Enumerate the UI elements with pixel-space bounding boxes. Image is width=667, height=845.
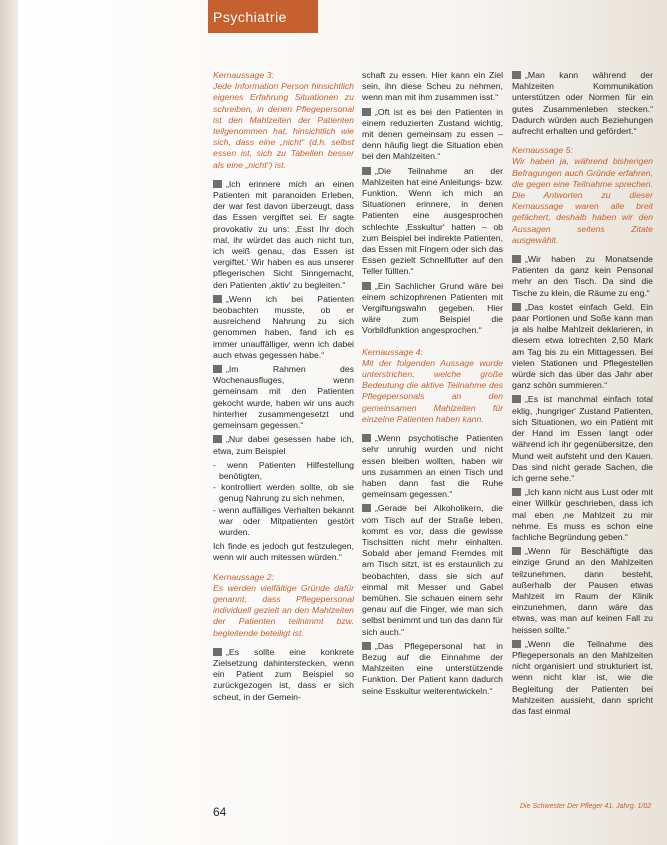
quote-paragraph [213, 647, 354, 703]
quote-paragraph [213, 364, 354, 431]
quote-text: „Nur dabei gesessen habe ich, etwa, zum Beispiel [213, 434, 354, 456]
running-footer: Die Schwester Der Pfleger 41. Jahrg. 1/02 [520, 803, 652, 810]
quote-text: „Wenn für Beschäftigte das einzige Grund an den Mahlzeiten teilzunehmen, dann besteht, außerhalb der Pausen etwas Mahlzeit im Raum der Klinik einzunehmen, dann wäre das etwas, was man auf keinen Fall zu heissen sollte.“ [512, 546, 653, 635]
key-statement-3 [213, 70, 354, 171]
quote-paragraph [512, 487, 653, 543]
quote-paragraph [362, 166, 503, 278]
quote-paragraph [213, 434, 354, 456]
square-bullet-icon [213, 648, 222, 656]
square-bullet-icon [512, 640, 521, 648]
text-column-2 [362, 70, 503, 700]
key-statement-5 [512, 145, 653, 246]
quote-paragraph [362, 641, 503, 697]
quote-paragraph [213, 294, 354, 361]
quote-text: „Das Pflegepersonal hat in Bezug auf die Einnahme der Mahlzeiten eine unterstützende Funktion. Der Patient kann dadurch seine Esskultur weiterentwickeln.“ [362, 640, 503, 696]
quote-paragraph [512, 394, 653, 484]
text-column-1 [213, 70, 354, 706]
square-bullet-icon [512, 71, 521, 79]
square-bullet-icon [362, 167, 371, 175]
quote-text: „Wir haben zu Monatsende Patienten da ganz kein Pensonal mehr an den Tisch. Da sind die Tische zu klein, die Räume zu eng.“ [512, 254, 653, 298]
list-item: - wenn auffälliges Verhalten bekannt war oder Mitpatienten gestört wurden. [213, 504, 354, 537]
key-statement-text: Jede Information Person hinsichtlich eigenes Erfahrung Situationen zu schreiben, in denen Pflegepersonal ist den Mahlzeiten der Patienten teilgenommen hat, hinsichtlich wie sich, dass eine „nicht“ (d.h. selbst essen ist, sich zu Tabellen besser als eine „nicht“) ist. [213, 81, 354, 170]
key-statement-text: Mit der folgenden Aussage wurde unterstrichen, welche große Bedeutung die aktive Teilnahme des Pflegepersonals an den gemeinsamen Mahlzeiten für einzelne Patienten haben kann. [362, 357, 503, 424]
square-bullet-icon [512, 547, 521, 555]
key-statement-2 [213, 572, 354, 639]
square-bullet-icon [213, 180, 222, 188]
quote-text: „Im Rahmen des Wochenausfluges, wenn gemeinsam mit den Patienten gekocht wurde, haben wir uns auch hinterher zusammengesetzt und gemeinsam gegessen.“ [213, 364, 354, 431]
quote-text: „Wenn psychotische Patienten sehr unruhig wurden und nicht essen bleiben wollten, haben wir uns zusammen an einen Tisch und haben dann fast die Ruhe gemeinsam gegessen.“ [362, 433, 503, 500]
square-bullet-icon [362, 642, 371, 650]
quote-paragraph [512, 546, 653, 636]
list-item: - kontrolliert werden sollte, ob sie genug Nahrung zu sich nehmen, [213, 482, 354, 504]
quote-paragraph [362, 503, 503, 637]
page-number: 64 [213, 805, 227, 819]
quote-text: „Wenn ich bei Patienten beobachten musste, ob er ausreichend Nahrung zu sich genommen haben, fand ich es immer unauffälliger, wenn ich dabei auch etwas gegessen habe.“ [213, 293, 354, 360]
reason-list [213, 460, 354, 538]
quote-paragraph [362, 281, 503, 337]
quote-text: „Ich erinnere mich an einen Patienten mit paranoiden Erleben, der war fest davon überzeugt, dass das Essen vergiftet sei. Er sagte provokativ zu uns: ‚Esst Ihr doch mal, ihr würdet das auch nicht tun, ich weiß genau, das Essen ist vergiftet.‘ Wir haben es aus unserer pflegerischen Sicht Sinngemacht, den Patienten ‚aktiv‘ zu begleiten.“ [213, 178, 354, 290]
square-bullet-icon [512, 303, 521, 311]
square-bullet-icon [362, 282, 371, 290]
quote-text: „Die Teilnahme an der Mahlzeiten hat eine Anleitungs- bzw. Funktion. Wenn ich mich an Situationen erinnere, in denen Patienten eine ausgesprochen schlechte ‚Esskultur‘ hatten – ob zum Beispiel bei indirekte Patienten, das Essen mit Fingern oder sich das Essen gezielt Schnellfutter auf den Teller füllten.“ [362, 165, 503, 277]
quote-text: „Es ist manchmal einfach total eklig, ‚hungriger‘ Zustand Patienten, sich Situationen, wo ein Patient mit der Hand im Essen langt oder während ich ihr gegenübersitze, den Mund weit aufsteht und den Kauen. Das sind nicht gerade Sachen, die ich gerne sehe.“ [512, 394, 653, 483]
list-item: - wenn Patienten Hilfestellung benötigten, [213, 459, 354, 481]
square-bullet-icon [213, 435, 222, 443]
text-column-3 [512, 70, 653, 720]
quote-paragraph [512, 254, 653, 299]
page-gutter-shadow [0, 0, 18, 845]
quote-text: „Das kostet einfach Geld. Ein paar Portionen und Soße kann man ja als halbe Mahlzeit deklarieren, in diesem etwa lotrechten 2,50 Mark am Tag bis zu ein Mittagessen. Bei vielen Stationen und Pflegestellen würde sich das über das Jahr aber ganz schön summieren.“ [512, 301, 653, 391]
key-statement-heading: Kernaussage 5: [512, 145, 573, 156]
quote-text: „Ein Sachlicher Grund wäre bei einem schizophrenen Patienten mit Vergiftungswahn gegeben. Hier wäre zum Beispiel die Vorbildfunktion angesprochen.“ [362, 280, 503, 336]
square-bullet-icon [362, 504, 371, 512]
square-bullet-icon [362, 108, 371, 116]
quote-text: „Es sollte eine konkrete Zielsetzung dahinterstecken, wenn ein Patient zum Beispiel so zurückgezogen ist, dass er sich scheut, in der Gemein- [213, 646, 354, 702]
quote-paragraph [362, 433, 503, 500]
key-statement-heading: Kernaussage 4: [362, 346, 423, 357]
quote-paragraph [213, 179, 354, 291]
quote-paragraph: schaft zu essen. Hier kann ein Ziel sein, ihn diese Scheu zu nehmen, wenn man mit ihm zusammen isst.“ [362, 70, 503, 103]
square-bullet-icon [213, 365, 222, 373]
square-bullet-icon [512, 255, 521, 263]
key-statement-4 [362, 347, 503, 425]
key-statement-text: Es werden vielfältige Gründe dafür genannt, dass Pflegepersonal individuell gezielt an den Mahlzeiten der Patienten teilnimmt bzw. begleitende beteiligt ist. [213, 582, 354, 638]
key-statement-heading: Kernaussage 3: [213, 70, 274, 80]
key-statement-heading: Kernaussage 2: [213, 571, 274, 582]
quote-paragraph [512, 302, 653, 392]
quote-text: „Gerade bei Alkoholikern, die vom Tisch auf der Straße leben, kommt es vor, dass die gewisse Tischsitten nicht mehr einhalten. Sobald aber jemand Fremdes mit am Tisch sitzt, ist es erstaunlich zu beobachten, dass sie sich auf einmal mit Messer und Gabel bemühen. Sie schauen einem sehr genau auf die Finger, wie man sich selbst benimmt und tun das dann für sich auch.“ [362, 503, 503, 637]
square-bullet-icon [362, 434, 371, 442]
square-bullet-icon [213, 295, 222, 303]
quote-text: „Ich kann nicht aus Lust oder mit einer Willkür geschrieben, dass ich mal eben ‚ne Mahlzeit zu mir nehme. Es muss es schon eine fachliche Begründung geben.“ [512, 487, 653, 542]
quote-text: „Wenn die Teilnahme des Pflegepersonals an den Mahlzeiten nicht organisiert und strukturiert ist, wenn nicht klar ist, wie die Begleitung der Patienten bei Mahlzeiten aussieht, dann spricht das fast einmal [512, 638, 653, 716]
quote-paragraph: Ich finde es jedoch gut festzulegen, wenn wir auch mitessen würden.“ [213, 541, 354, 563]
quote-paragraph [512, 639, 653, 717]
quote-text: „Oft ist es bei den Patienten in einem reduzierten Zustand wichtig, mit denen gemeinsam zu essen – denn häufig liegt die Situation eben bei den Mahlzeiten.“ [362, 106, 503, 162]
square-bullet-icon [512, 488, 521, 496]
square-bullet-icon [512, 395, 521, 403]
quote-text: „Man kann während der Mahlzeiten Kommunikation unterstützen oder Normen für ein gutes Zusammenleben stecken.“ Dadurch würden auch Beziehungen aufrecht erhalten und gefördert.“ [512, 70, 653, 137]
quote-paragraph [512, 70, 653, 137]
key-statement-text: Wir haben ja, während bisherigen Befragungen auch Gründe erfahren, die gegen eine Teilnahme sprechen. Die Antworten zu dieser Kernaussage waren alle breit gefächert, deshalb haben wir den Aussagen seitens Zitate ausgewählt. [512, 156, 653, 245]
section-title: Psychiatrie [213, 9, 287, 25]
quote-paragraph [362, 107, 503, 163]
